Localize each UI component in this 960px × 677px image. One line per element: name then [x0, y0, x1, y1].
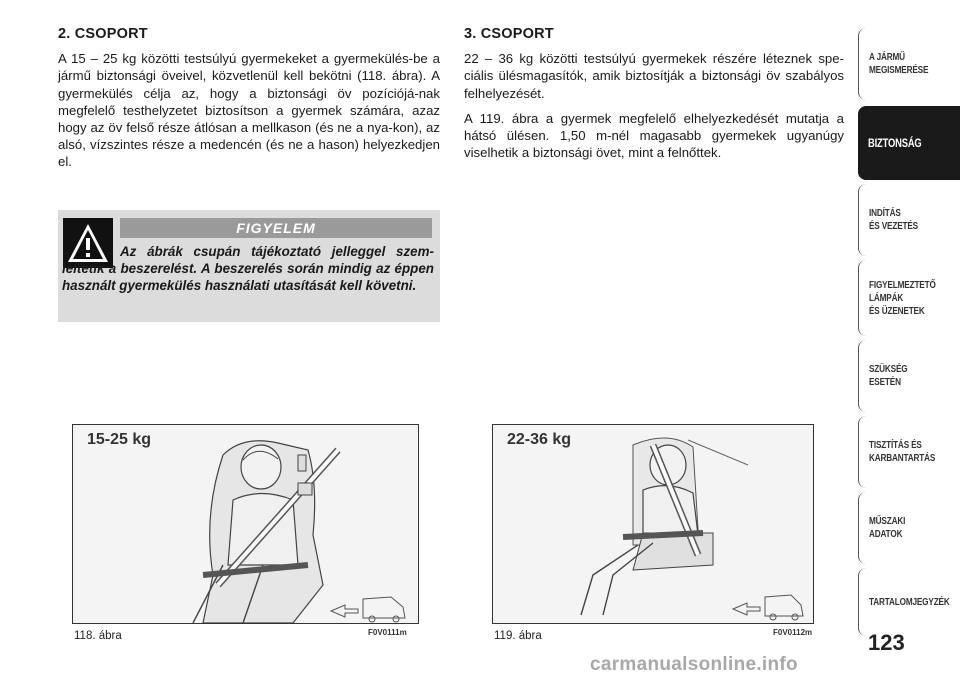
figure-119-title: 22-36 kg — [507, 431, 572, 448]
tab-muszaki-adatok[interactable] — [858, 492, 960, 564]
group-2-paragraph: A 15 – 25 kg közötti testsúlyú gyermekeket a gyermekülés-be a jármű biztonsági öveivel, közvetlenül kell bekötni (118. ábra). A gyermekülés célja az, hogy a biztonsági öv pozíciójá-nak megfelelő testhelyzetet biztosítson a gyermek számára, azaz hogy az öv felső része átlósan a mellkason (és ne a nya-kon), az alsó, vízszintes része a medencén (és ne a hason) helyezkedjen el. — [58, 51, 440, 170]
figure-119-caption: 119. ábra — [494, 630, 542, 642]
booster-seat-illustration — [493, 425, 813, 623]
figure-118 — [72, 424, 419, 624]
tab-label: MŰSZAKI ADATOK — [869, 515, 906, 540]
watermark: carmanualsonline.info — [590, 654, 798, 675]
tab-label: BIZTONSÁG — [868, 135, 922, 150]
tab-label: SZÜKSÉG ESETÉN — [869, 363, 908, 388]
tab-label: INDÍTÁS ÉS VEZETÉS — [869, 207, 918, 232]
child-seat-illustration — [73, 425, 418, 623]
section-heading-group-2: 2. CSOPORT — [58, 26, 148, 42]
middle-text-column — [464, 26, 844, 169]
tab-label: A JÁRMŰ MEGISMERÉSE — [869, 51, 929, 76]
tab-jarmu-megismerese[interactable] — [858, 28, 960, 100]
tab-tartalomjegyzek[interactable] — [858, 568, 960, 636]
tab-szukseg-eseten[interactable] — [858, 340, 960, 412]
tab-figyelmezteto-lampak[interactable] — [858, 260, 960, 336]
tab-label: FIGYELMEZTETŐ LÁMPÁK ÉS ÜZENETEK — [869, 278, 936, 317]
figure-119 — [492, 424, 814, 624]
page-number: 123 — [868, 630, 905, 655]
figure-118-title: 15-25 kg — [87, 431, 152, 448]
group-3-paragraph-2: A 119. ábra a gyermek megfelelő elhelyezkedését mutatja a hátsó ülésen. 1,50 m-nél magasabb gyermekek ugyanúgy viselhetik a biztonsági övet, mint a felnőttek. — [464, 110, 844, 161]
figure-119-code: F0V0112m — [773, 628, 813, 637]
tab-label: TISZTÍTÁS ÉS KARBANTARTÁS — [869, 439, 936, 464]
warning-text: Az ábrák csupán tájékoztató jelleggel szem-léltetik a beszerelést. A beszerelés során mindig az éppen használt gyermekülés használati utasítását kell követni. — [62, 244, 434, 293]
tab-tisztitas-karbantartas[interactable] — [858, 416, 960, 488]
section-heading-group-3: 3. CSOPORT — [464, 26, 554, 42]
warning-box — [58, 210, 440, 322]
tab-label: TARTALOMJEGYZÉK — [869, 595, 950, 608]
left-text-column — [58, 26, 440, 179]
figure-118-caption: 118. ábra — [74, 630, 122, 642]
tab-inditas-es-vezetes[interactable] — [858, 184, 960, 256]
group-3-paragraph-1: 22 – 36 kg közötti testsúlyú gyermekek részére léteznek spe-ciális ülésmagasítók, amik biztosítják a biztonsági öv szabályos felhelyezését. — [464, 51, 844, 101]
figure-118-code: F0V0111m — [368, 628, 407, 637]
tab-biztonsag[interactable] — [858, 106, 960, 180]
warning-title: FIGYELEM — [120, 218, 432, 238]
